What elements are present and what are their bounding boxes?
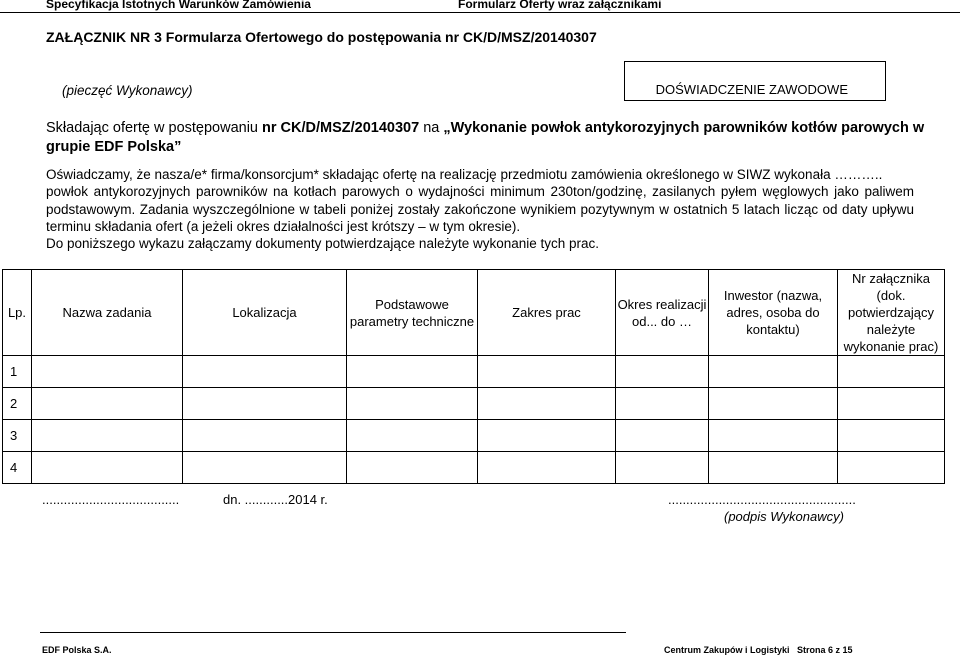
- table-row: [3, 388, 945, 420]
- table-cell[interactable]: [709, 420, 838, 452]
- table-cell[interactable]: [709, 452, 838, 484]
- table-cell[interactable]: [32, 388, 183, 420]
- table-cell[interactable]: [709, 388, 838, 420]
- intro-paragraph: [46, 119, 926, 157]
- section-box-label: DOŚWIADCZENIE ZAWODOWE: [655, 82, 848, 97]
- table-cell[interactable]: [183, 420, 347, 452]
- footer-divider: [40, 632, 626, 633]
- table-header-row: [3, 270, 945, 356]
- col-location: Lokalizacja: [183, 270, 347, 356]
- table-cell[interactable]: [616, 388, 709, 420]
- table-row: [3, 452, 945, 484]
- col-investor: Inwestor (nazwa, adres, osoba do kontaktu): [709, 270, 838, 356]
- intro-middle: na: [419, 120, 444, 136]
- header-right: Formularz Oferty wraz załącznikami: [458, 0, 662, 11]
- intro-prefix: Składając ofertę w postępowaniu: [46, 120, 263, 136]
- statement-line3: Zadania wyszczególnione w tabeli poniżej zostały zakończone wynikiem pozytywnym w ostatnich 5 latach licząc od daty upływu terminu składania ofert (a jeżeli okres działalności jest krótszy – w tym okresie).: [46, 201, 914, 234]
- row-number: 4: [3, 452, 32, 484]
- col-scope: Zakres prac: [478, 270, 616, 356]
- table-cell[interactable]: [347, 356, 478, 388]
- stamp-label: (pieczęć Wykonawcy): [62, 83, 193, 98]
- row-number: 3: [3, 420, 32, 452]
- table-cell[interactable]: [616, 420, 709, 452]
- table-cell[interactable]: [183, 356, 347, 388]
- table-cell[interactable]: [347, 420, 478, 452]
- table-row: [3, 420, 945, 452]
- table-cell[interactable]: [32, 356, 183, 388]
- footer-right: Centrum Zakupów i Logistyki Strona 6 z 15: [664, 645, 853, 655]
- col-task-name: Nazwa zadania: [32, 270, 183, 356]
- col-lp: Lp.: [3, 270, 32, 356]
- statement-line1: Oświadczamy, że nasza/e* firma/konsorcjum* składając ofertę na realizację przedmiotu zamówienia określonego w SIWZ wykonała ………..: [46, 167, 883, 182]
- table-cell[interactable]: [478, 452, 616, 484]
- footer-left: EDF Polska S.A.: [42, 645, 112, 655]
- signature-place: ......................................: [42, 492, 180, 507]
- statement-line4: Do poniższego wykazu załączamy dokumenty potwierdzające należyte wykonanie tych prac.: [46, 236, 600, 252]
- section-box: [624, 61, 886, 101]
- experience-table: [2, 269, 945, 484]
- table-cell[interactable]: [32, 420, 183, 452]
- table-cell[interactable]: [32, 452, 183, 484]
- col-attachment: Nr załącznika (dok. potwierdzający należyte wykonanie prac): [838, 270, 945, 356]
- intro-subject: „Wykonanie powłok antykorozyjnych parowników kotłów parowych w grupie EDF Polska”: [46, 120, 925, 155]
- col-parameters: Podstawowe parametry techniczne: [347, 270, 478, 356]
- header-divider: [0, 12, 960, 13]
- table-cell[interactable]: [183, 452, 347, 484]
- statement-paragraph: [46, 166, 914, 252]
- table-cell[interactable]: [838, 356, 945, 388]
- signature-date: dn. ............2014 r.: [223, 492, 328, 507]
- table-cell[interactable]: [347, 388, 478, 420]
- intro-ref: nr CK/D/MSZ/20140307: [262, 120, 420, 136]
- table-cell[interactable]: [478, 356, 616, 388]
- table-cell[interactable]: [183, 388, 347, 420]
- table-cell[interactable]: [347, 452, 478, 484]
- table-cell[interactable]: [616, 356, 709, 388]
- table-cell[interactable]: [616, 452, 709, 484]
- signature-dots: ....................................................: [668, 492, 856, 507]
- signature-label: (podpis Wykonawcy): [724, 509, 844, 524]
- statement-line2: powłok antykorozyjnych parowników na kotłach parowych o wydajności minimum 230ton/godzinę, zasilanych pyłem węglowych jako paliwem podstawowym.: [46, 184, 914, 217]
- document-title: ZAŁĄCZNIK NR 3 Formularza Ofertowego do postępowania nr CK/D/MSZ/20140307: [46, 29, 597, 45]
- table-cell[interactable]: [709, 356, 838, 388]
- table-row: [3, 356, 945, 388]
- row-number: 1: [3, 356, 32, 388]
- table-cell[interactable]: [838, 452, 945, 484]
- table-cell[interactable]: [478, 420, 616, 452]
- col-period: Okres realizacji od... do …: [616, 270, 709, 356]
- table-cell[interactable]: [478, 388, 616, 420]
- header-left: Specyfikacja Istotnych Warunków Zamówienia: [46, 0, 311, 11]
- table-cell[interactable]: [838, 420, 945, 452]
- row-number: 2: [3, 388, 32, 420]
- table-cell[interactable]: [838, 388, 945, 420]
